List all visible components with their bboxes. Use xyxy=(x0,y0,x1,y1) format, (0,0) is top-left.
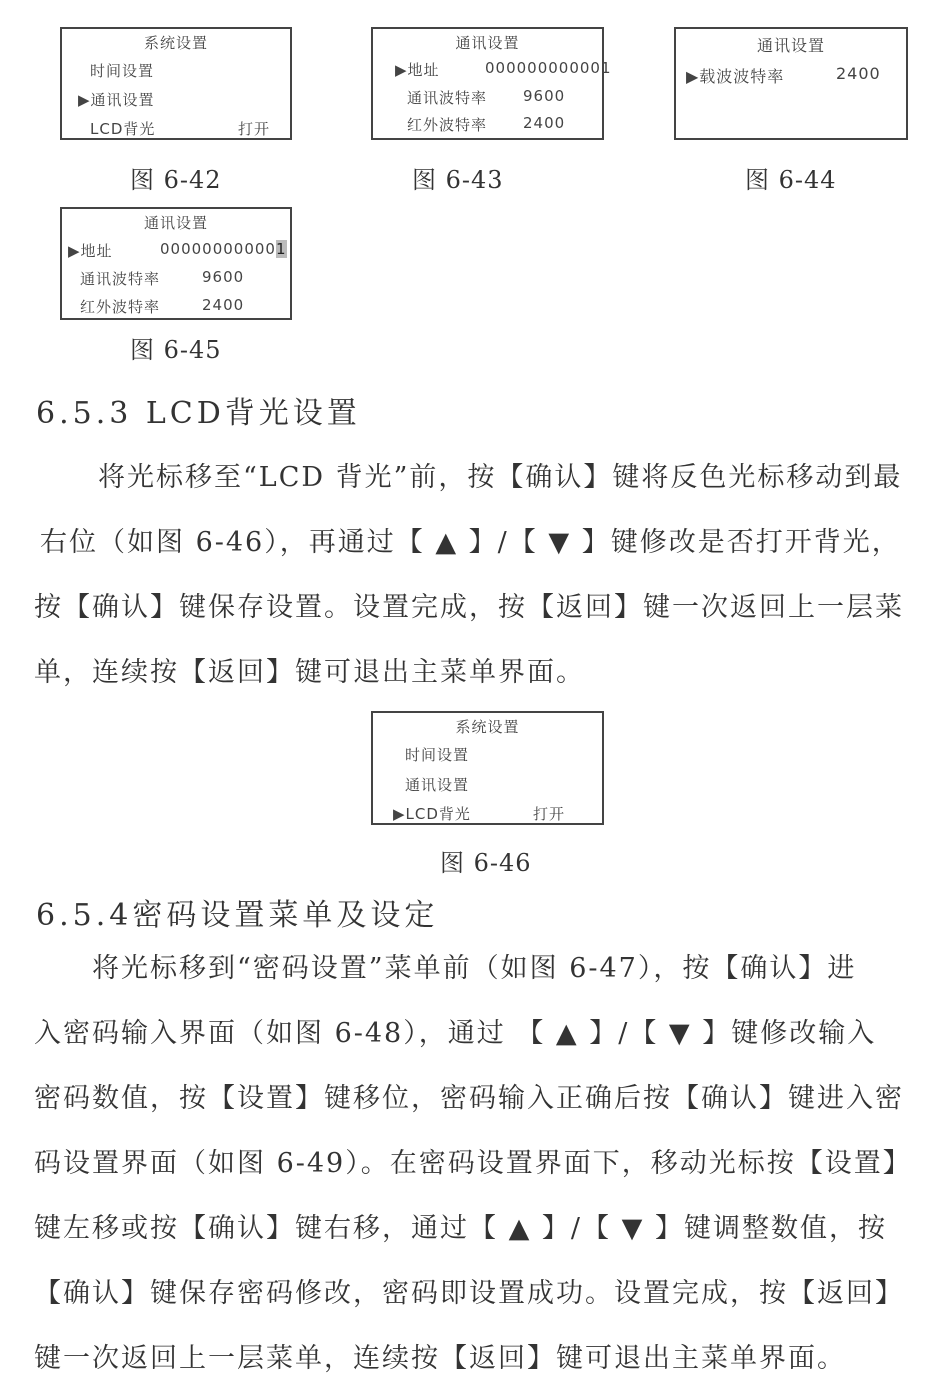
paragraph-line: 键一次返回上一层菜单，连续按【返回】键可退出主菜单界面。 xyxy=(34,1343,846,1374)
lcd-row-label: 通讯波特率 xyxy=(80,270,161,288)
lcd-title: 通讯设置 xyxy=(756,36,825,55)
lcd-menu-item-comm: ▶通讯设置 xyxy=(78,91,155,109)
lcd-menu-item-lcd: LCD背光 xyxy=(90,120,156,138)
lcd-figure-6-46 xyxy=(371,711,604,825)
lcd-figure-6-43 xyxy=(371,27,612,140)
lcd-title: 通讯设置 xyxy=(455,34,520,52)
lcd-row-label: ▶载波波特率 xyxy=(686,67,785,86)
lcd-row-value: 2400 xyxy=(836,64,881,83)
lcd-value: 打开 xyxy=(533,805,566,823)
lcd-row-label: ▶地址 xyxy=(68,242,113,260)
lcd-row-label: 通讯波特率 xyxy=(407,89,488,107)
paragraph-line: 码设置界面（如图 6-49）。在密码设置界面下，移动光标按【设置】 xyxy=(34,1148,912,1179)
lcd-row-value: 000000000001 xyxy=(485,59,612,77)
lcd-row-label: ▶地址 xyxy=(395,61,440,79)
figure-caption: 图 6-44 xyxy=(745,166,837,194)
paragraph-line: 密码数值，按【设置】键移位，密码输入正确后按【确认】键进入密 xyxy=(34,1083,904,1114)
cursor-digit: 1 xyxy=(275,240,287,258)
lcd-menu-item-lcd: ▶LCD背光 xyxy=(393,805,471,823)
lcd-figure-6-42 xyxy=(60,27,292,140)
section-heading-6-5-3: 6.5.3 LCD背光设置 xyxy=(36,396,361,431)
section-heading-6-5-4: 6.5.4密码设置菜单及设定 xyxy=(36,898,439,933)
lcd-row-value: 2400 xyxy=(202,296,245,314)
figure-caption: 图 6-42 xyxy=(130,166,222,194)
lcd-row-value xyxy=(160,240,287,258)
lcd-title: 通讯设置 xyxy=(143,214,208,232)
lcd-menu-item-comm: 通讯设置 xyxy=(405,776,470,794)
paragraph-line: 单，连续按【返回】键可退出主菜单界面。 xyxy=(34,657,585,688)
figure-caption: 图 6-46 xyxy=(440,849,532,877)
lcd-menu-item-time: 时间设置 xyxy=(90,62,155,80)
paragraph-line: 【确认】键保存密码修改，密码即设置成功。设置完成，按【返回】 xyxy=(34,1278,904,1309)
lcd-row-label: 红外波特率 xyxy=(407,116,488,134)
lcd-figure-6-44 xyxy=(674,27,908,140)
lcd-value: 打开 xyxy=(238,120,271,138)
figure-caption: 图 6-43 xyxy=(412,166,504,194)
lcd-title: 系统设置 xyxy=(143,34,208,52)
paragraph-line: 右位（如图 6-46），再通过【 ▲ 】/【 ▼ 】键修改是否打开背光， xyxy=(40,527,901,558)
lcd-row-label: 红外波特率 xyxy=(80,298,161,316)
figure-caption: 图 6-45 xyxy=(130,336,222,364)
address-digits: 00000000000 xyxy=(160,240,276,258)
paragraph-line: 入密码输入界面（如图 6-48），通过 【 ▲ 】/【 ▼ 】键修改输入 xyxy=(34,1018,877,1049)
lcd-row-value: 9600 xyxy=(202,268,245,286)
lcd-row-value: 9600 xyxy=(523,87,566,105)
paragraph-line: 键左移或按【确认】键右移，通过【 ▲ 】/【 ▼ 】键调整数值，按 xyxy=(34,1213,887,1244)
paragraph-line: 按【确认】键保存设置。设置完成，按【返回】键一次返回上一层菜 xyxy=(34,592,904,623)
paragraph-line: 将光标移到“密码设置”菜单前（如图 6-47），按【确认】进 xyxy=(92,953,857,984)
lcd-menu-item-time: 时间设置 xyxy=(405,746,470,764)
lcd-figure-6-45 xyxy=(60,207,292,320)
lcd-title: 系统设置 xyxy=(455,718,520,736)
lcd-row-value: 2400 xyxy=(523,114,566,132)
paragraph-line: 将光标移至“LCD 背光”前，按【确认】键将反色光标移动到最 xyxy=(98,462,903,493)
